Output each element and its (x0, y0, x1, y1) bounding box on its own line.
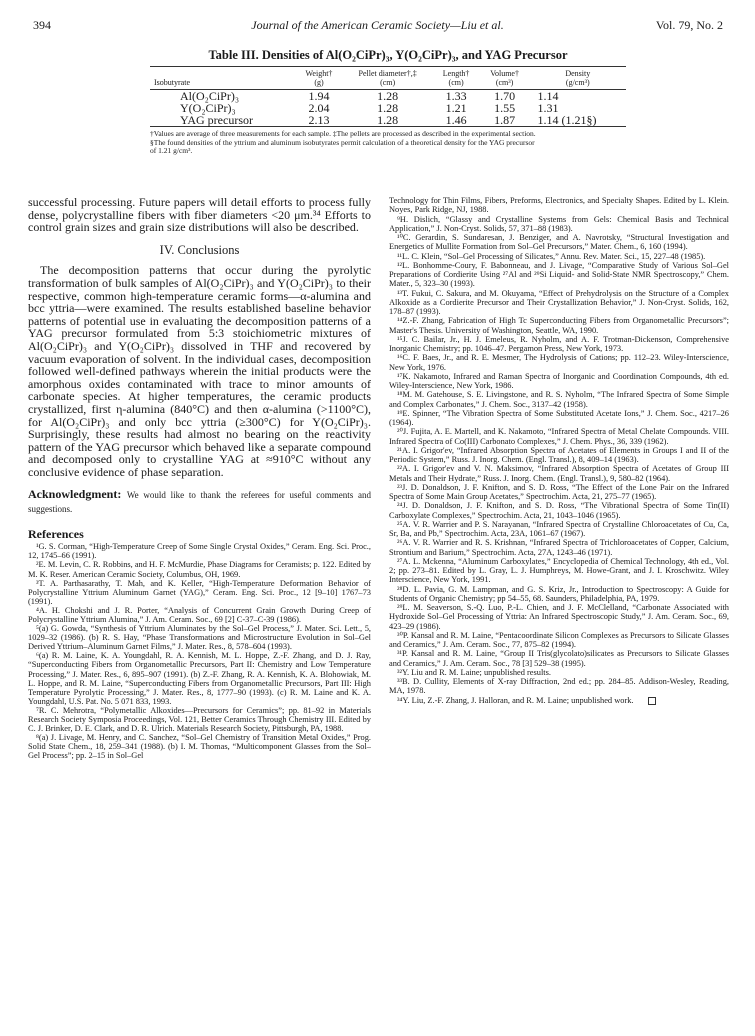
reference-item: ²²A. I. Grigor'ev and V. N. Maksimov, “Infrared Absorption Spectra of Acetates of Group III Metals and Their Hydrate,” Russ. J. Inorg. Chem. (Engl. Transl.), 9, 580–82 (1964). (389, 464, 729, 483)
reference-item: ²E. M. Levin, C. R. Robbins, and H. F. McMurdie, Phase Diagrams for Ceramists; p. 122. Edited by M. K. Reser. American Ceramic Society, Columbus, OH, 1969. (28, 560, 371, 579)
table-cell: 1.14 (537, 89, 559, 103)
reference-item: ³³B. D. Cullity, Elements of X-ray Diffraction, 2nd ed.; pp. 284–85. Addison-Wesley, Reading, MA, 1978. (389, 677, 729, 696)
column-header: Density (g/cm³) (565, 69, 591, 87)
table-cell: 1.94 (308, 89, 330, 103)
reference-item: ¹⁰C. Gerardin, S. Sundaresan, J. Benziger, and A. Navrotsky, “Structural Investigation and Energetics of Mullite Formation from Sol–Gel Precursors,” Mater. Chem., 6, 160 (1994). (389, 233, 729, 252)
body-paragraph: successful processing. Future papers will detail efforts to process fully dense, polycrystalline fibers with fiber diameters <20 μm.³⁴ Efforts to control grain sizes and grain size distributions will also be described. (28, 195, 371, 235)
left-column (28, 196, 371, 761)
reference-item: ¹⁸M. M. Gatehouse, S. E. Livingstone, and R. S. Nyholm, “The Infrared Spectra of Some Simple and Complex Carbonates,” J. Chem. Soc., 3137–42 (1958). (389, 390, 729, 409)
reference-item: ⁷R. C. Mehrotra, “Polymetallic Alkoxides—Precursors for Ceramics”; pp. 81–92 in Materials Research Society Symposia Proceedings, Vol. 121, Better Ceramics Through Chemistry III. Edited by C. J. Brinker, D. E. Clark, and D. R. Ulrich. Materials Research Society, Pittsburgh, PA, 1988. (28, 705, 371, 734)
end-of-article-icon (648, 697, 656, 705)
reference-item: ¹G. S. Corman, “High-Temperature Creep of Some Single Crystal Oxides,” Ceram. Eng. Sci. Proc., 12, 1745–66 (1991). (28, 542, 371, 561)
reference-item: ¹⁷K. Nakamoto, Infrared and Raman Spectra of Inorganic and Coordination Compounds, 4th ed. Wiley-Interscience, New York, 1986. (389, 371, 729, 390)
running-header (0, 0, 755, 40)
table-cell: 2.13 (308, 113, 330, 127)
reference-item: ¹⁶C. F. Baes, Jr., and R. E. Mesmer, The Hydrolysis of Cations; pp. 112–23. Wiley-Interscience, New York, 1976. (389, 353, 729, 372)
reference-item: ¹³T. Fukui, C. Sakura, and M. Okuyama, “Effect of Prehydrolysis on the Structure of a Complex Alkoxide as a Cordierite Precursor and Their Crystallization Behavior,” J. Non-Cryst. Solids, 162, 178–87 (1993). (389, 288, 729, 316)
table-cell: 1.28 (377, 101, 399, 115)
table-row (150, 114, 626, 127)
table-cell: 1.21 (445, 101, 467, 115)
reference-item: ³¹P. Kansal and R. M. Laine, “Group II Tris(glycolato)silicates as Precursors to Silicate Glasses and Ceramics,” J. Am. Ceram. Soc., 78 [3] 529–38 (1995). (389, 649, 729, 668)
table-cell: 1.31 (537, 101, 559, 115)
acknowledgment-heading: Acknowledgment: (28, 487, 122, 502)
reference-item: Technology for Thin Films, Fibers, Preforms, Electronics, and Specialty Shapes. Edited by L. Klein. Noyes, Park Ridge, NJ, 1988. (389, 196, 729, 215)
reference-item: ⁵(a) G. Gowda, “Synthesis of Yttrium Aluminates by the Sol–Gel Process,” J. Mater. Sci. Lett., 5, 1029–32 (1986). (b) R. S. Hay, “Phase Transformations and Microstructure Evolution in Sol–Gel Derived Yttrium–Aluminum Garnet Films,” J. Mater. Res., 8, 578–604 (1993). (28, 624, 371, 652)
reference-item: ²⁴J. D. Donaldson, J. F. Knifton, and S. D. Ross, “The Vibrational Spectra of Some Tin(II) Carboxylate Complexes,” Spectrochim. Acta, 21, 1043–1046 (1965). (389, 501, 729, 520)
reference-item: ²⁸D. L. Pavia, G. M. Lampman, and G. S. Kriz, Jr., Introduction to Spectroscopy: A Guide for Students of Organic Chemistry; pp 54–55, 68. Saunders, Philadelphia, PA, 1979. (389, 584, 729, 603)
reference-item: ⁶(a) R. M. Laine, K. A. Youngdahl, R. A. Kennish, M. L. Hoppe, Z.-F. Zhang, and D. J. Ray, “Superconducting Fibers from Organometallic Precursors, Part II: Chemistry and Low Temperature Processing,” J. Mater. Res., 6, 895–907 (1991). (b) Z.-F. Zhang, R. A. Kennish, K. A. Blohowiak, M. L. Hoppe, and R. M. Laine, “Superconducting Fibers from Organometallic Precursors, Part III: High Temperature Pyrolytic Processing,” J. Mater. Res., 8, 1777–90 (1993). (c) R. M. Laine and K. A. Youngdahl, U.S. Pat. No. 5 071 833, 1993. (28, 651, 371, 706)
reference-item: ²¹A. I. Grigor'ev, “Infrared Absorption Spectra of Acetates of Elements in Groups I and II of the Periodic System,” Russ. J. Inorg. Chem. (Engl. Transl.), 8, 409–14 (1963). (389, 445, 729, 464)
table-cell: YAG precursor (180, 113, 253, 127)
table-cell: 1.28 (377, 89, 399, 103)
table-cell: 1.14 (1.21§) (537, 113, 597, 127)
table-cell: 1.33 (445, 89, 467, 103)
page-number: 394 (33, 18, 51, 32)
reference-item: ¹⁴Z.-F. Zhang, Fabrication of High Tc Superconducting Fibers from Organometallic Precursors”; Master's Thesis. University of Washington, Seattle, WA, 1990. (389, 316, 729, 335)
table-footnote: †Values are average of three measurements for each sample. ‡The pellets are processed as described in the experimental section. (150, 129, 536, 138)
column-header: Pellet diameter†,‡ (cm) (358, 69, 417, 87)
column-header: Volume† (cm³) (490, 69, 519, 87)
reference-item: ⁴A. H. Chokshi and J. R. Porter, “Analysis of Concurrent Grain Growth During Creep of Polycrystalline Yttrium Alumina,” J. Am. Ceram. Soc., 69 [2] C-37–C-39 (1986). (28, 605, 371, 624)
reference-item: ³⁰P. Kansal and R. M. Laine, “Pentacoordinate Silicon Complexes as Precursors to Silicate Glasses and Ceramics,” J. Am. Ceram. Soc., 77, 875–82 (1994). (389, 630, 729, 649)
table-header-row (150, 67, 626, 90)
section-heading: IV. Conclusions (159, 242, 240, 257)
journal-title: Journal of the American Ceramic Society—Liu et al. (251, 18, 504, 32)
table-cell: Y(O₂CiPr)₃ (180, 101, 236, 115)
table-cell: 1.28 (377, 113, 399, 127)
reference-item: ¹⁹E. Spinner, “The Vibration Spectra of Some Substituted Acetate Ions,” J. Chem. Soc., 4217–26 (1964). (389, 408, 729, 427)
reference-item: ¹¹L. C. Klein, “Sol–Gel Processing of Silicates,” Annu. Rev. Mater. Sci., 15, 227–48 (1985). (397, 251, 706, 261)
reference-item: ²⁶A. V. R. Warrier and R. S. Krishnan, “Infrared Spectra of Trichloroacetates of Copper, Calcium, Strontium and Barium,” Spectrochim. Acta, 27A, 1243–46 (1971). (389, 538, 729, 557)
reference-item: ²⁰J. Fujita, A. E. Martell, and K. Nakamoto, “Infrared Spectra of Metal Chelate Compounds. VIII. Infrared Spectra of Co(III) Carbonato Complexes,” J. Chem. Phys., 36, 339 (1962). (389, 427, 729, 446)
table-footnote: §The found densities of the yttrium and aluminum isobutyrates permit calculation of a theoretical density for the YAG precursor (150, 137, 535, 147)
reference-item: ⁹H. Dislich, “Glassy and Crystalline Systems from Gels: Chemical Basis and Technical Application,” J. Non-Cryst. Solids, 57, 371–88 (1983). (389, 214, 729, 233)
reference-item: ³²Y. Liu and R. M. Laine; unpublished results. (397, 667, 551, 677)
table-iii (150, 48, 626, 156)
reference-item: ¹⁵J. C. Bailar, Jr., H. J. Emeleus, R. Nyholm, and A. F. Trotman-Dickenson, Comprehensive Inorganic Chemistry; pp. 1046–47. Pergamon Press, New York, 1973. (389, 334, 729, 353)
table-cell: 1.87 (494, 113, 516, 127)
reference-list (28, 542, 371, 760)
reference-item: ²³J. D. Donaldson, J. F. Knifton, and S. D. Ross, “The Effect of the Lone Pair on the Infrared Spectra of Some Main Group Acetates,” Spectrochim. Acta, 21, 275–77 (1965). (389, 482, 729, 501)
table-caption: Table III. Densities of Al(O₂CiPr)₃, Y(O₂CiPr)₃, and YAG Precursor (208, 48, 568, 62)
reference-text: ³⁴Y. Liu, Z.-F. Zhang, J. Halloran, and R. M. Laine; unpublished work. (397, 695, 634, 705)
column-header: Isobutyrate (154, 78, 190, 87)
acknowledgment-text: We would like to thank the referees for useful comments and suggestions. (28, 490, 371, 515)
table-cell: 1.70 (494, 89, 516, 103)
body-paragraph: The decomposition patterns that occur during the pyrolytic transformation of bulk samples of Al(O₂CiPr)₃ and Y(O₂CiPr)₃ to their respective, common high-temperature ceramic forms—α-alumina and bcc yttria—were examined. The results established baseline behavior patterns of potential use in evaluating the decomposition patterns of a YAG precursor formulated from 5:3 stoichiometric mixtures of Al(O₂CiPr)₃ and Y(O₂CiPr)₃ dissolved in THF and recovered by vacuum evaporation of solvent. In the individual cases, decomposition followed well-defined pathways wherein the initial products were the amorphous oxides contaminated with trace to minor amounts of carbonate species. At higher temperatures, the ceramic products crystallized, first η-alumina (840°C) and then α-alumina (>1100°C), for Al(O₂CiPr)₃ and only bcc yttria (≥300°C) for Y(O₂CiPr)₃. Surprisingly, these results had almost no bearing on the reactivity pattern of the YAG precursor which behaved like a separate compound and decomposed only to crystalline YAG at ≈910°C without any conclusive evidence of phase separation. (28, 263, 371, 479)
density-table (150, 66, 626, 127)
reference-item: ²⁷A. L. Mckenna, “Aluminum Carboxylates,” Encyclopedia of Chemical Technology, 4th ed., Vol. 2; pp. 273–81. Edited by L. Gray, L. J. Humphreys, M. Howe-Grant, and J. I. Kroschwitz. Wiley Interscience, New York, 1991. (389, 556, 729, 585)
reference-item: ²⁹L. M. Seaverson, S.-Q. Luo, P.-L. Chien, and J. F. McClelland, “Carbonate Associated with Hydroxide Sol–Gel Processing of Yttria: An Infrared Spectroscopic Study,” J. Am. Ceram. Soc., 69, 423–29 (1986). (389, 603, 729, 631)
right-column (389, 196, 729, 705)
reference-item: ⁸(a) J. Livage, M. Henry, and C. Sanchez, “Sol–Gel Chemistry of Transition Metal Oxides,” Prog. Solid State Chem., 18, 259–341 (1988). (b) I. M. Thomas, “Multicomponent Glasses from the Sol–Gel Process”; pp. 2–15 in Sol–Gel (28, 733, 371, 761)
reference-item: ³T. A. Parthasarathy, T. Mah, and K. Keller, “High-Temperature Deformation Behavior of Polycrystalline Yttrium Aluminum Garnet (YAG),” Ceram. Eng. Sci. Proc., 12 [9–10] 1767–73 (1991). (28, 578, 371, 606)
column-header: Length† (cm) (442, 69, 470, 87)
table-cell: Al(O₂CiPr)₃ (180, 89, 240, 103)
reference-item (389, 696, 729, 705)
volume-issue: Vol. 79, No. 2 (655, 18, 723, 32)
table-cell: 1.55 (494, 101, 516, 115)
column-header: Weight† (g) (305, 69, 333, 87)
table-footnote: of 1.21 g/cm³. (150, 146, 193, 155)
acknowledgment (28, 488, 371, 515)
reference-item: ¹²L. Bonhomme-Coury, F. Babonneau, and J. Livage, “Comparative Study of Various Sol–Gel Preparations of Cordierite Using ²⁷Al and ²⁹Si Liquid- and Solid-State NMR Spectroscopy,” Chem. Mater., 5, 323–30 (1993). (389, 260, 729, 289)
table-footnotes (150, 130, 626, 156)
table-cell: 1.46 (445, 113, 467, 127)
table-cell: 2.04 (308, 101, 330, 115)
reference-item: ²⁵A. V. R. Warrier and P. S. Narayanan, “Infrared Spectra of Crystalline Chloroacetates of Cu, Ca, Sr, Ba, and Pb,” Spectrochim. Acta, 23A, 1061–67 (1967). (389, 519, 729, 538)
references-heading: References (28, 526, 84, 541)
